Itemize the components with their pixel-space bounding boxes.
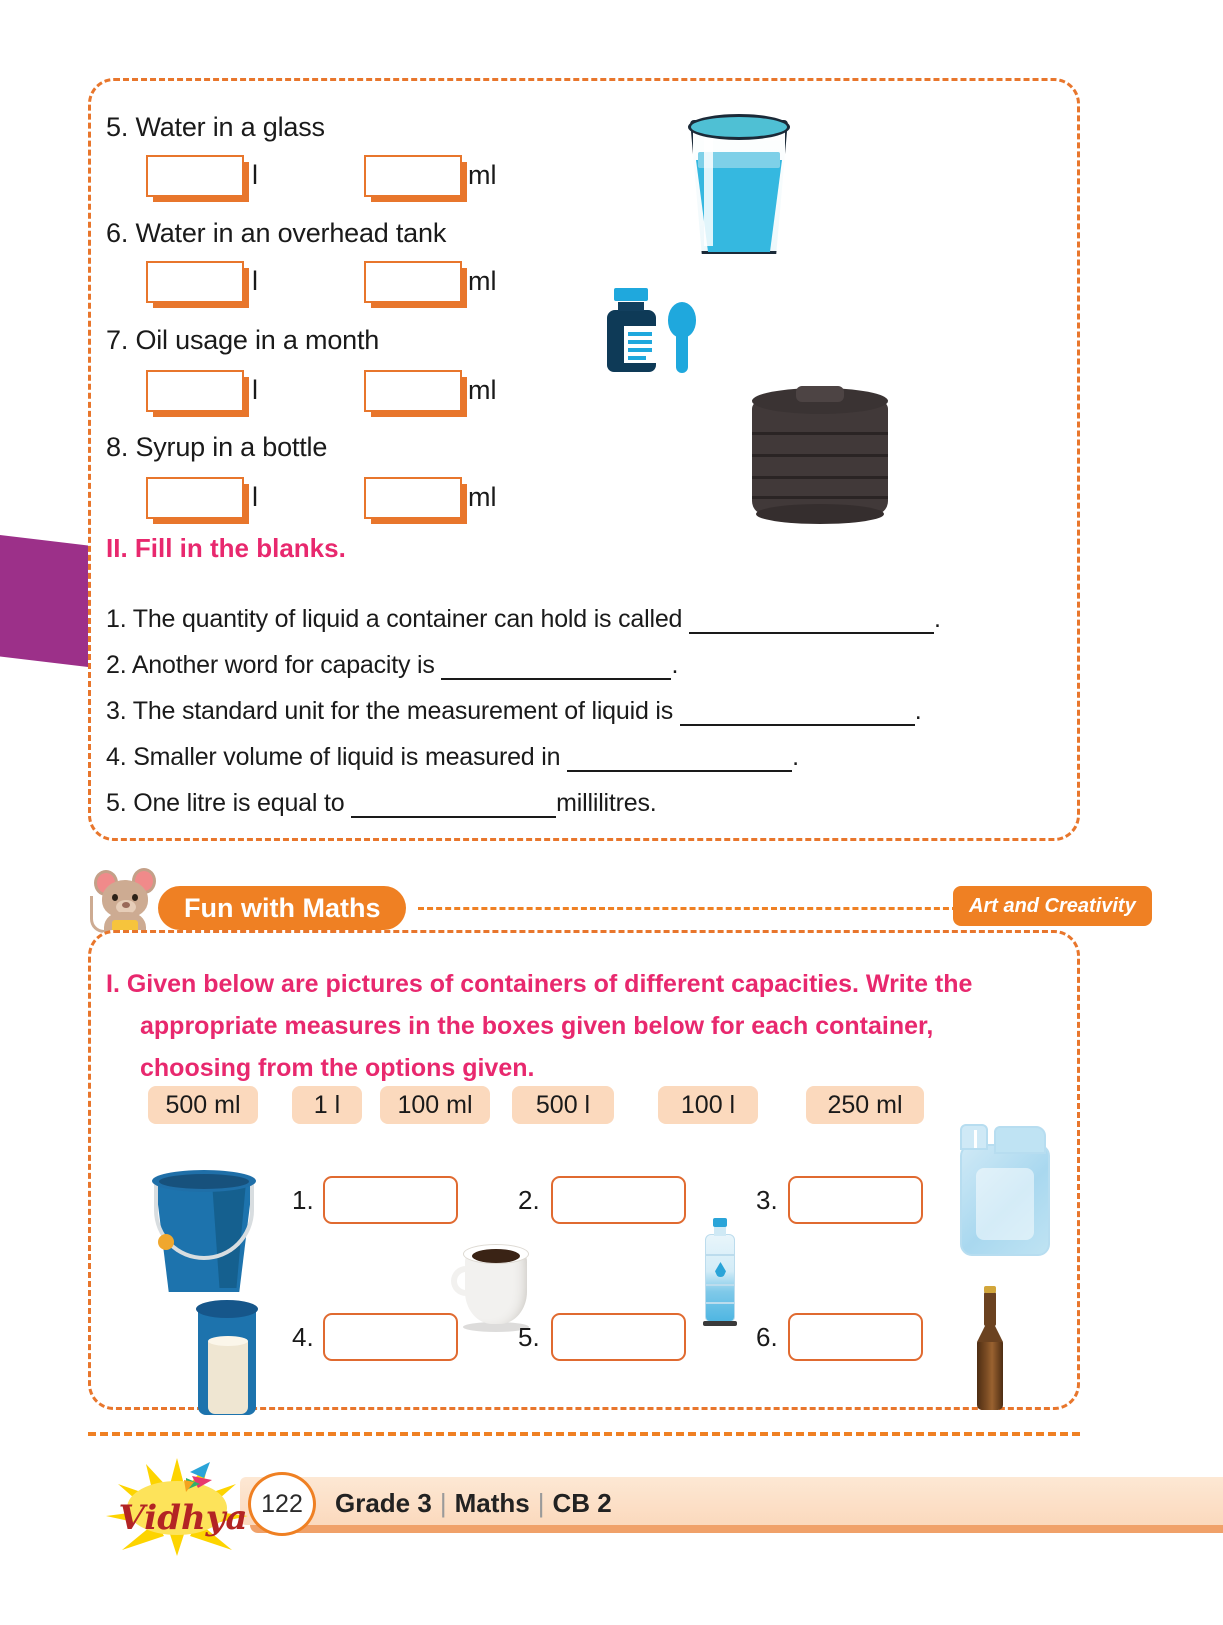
answer-number-5: 5. <box>518 1322 540 1352</box>
unit-label-5-litre: l <box>252 160 258 190</box>
answer-box-8-litre[interactable] <box>146 477 244 519</box>
logo-text: Vidhya <box>118 1498 248 1538</box>
fib-item-3-text: The standard unit for the measurement of liquid is <box>132 697 674 725</box>
fib-item-5-text: One litre is equal to <box>133 789 345 817</box>
footer-divider <box>88 1432 1080 1436</box>
fun-instruction-line-1: I. Given below are pictures of containers of different capacities. Write the <box>106 970 973 998</box>
fib-item-4-blank[interactable] <box>567 748 792 772</box>
question-7-number: 7. <box>106 325 129 355</box>
fib-item-5-number: 5. <box>106 789 127 817</box>
jerry-can-icon <box>952 1124 1056 1258</box>
option-chip-1[interactable]: 500 ml <box>148 1086 258 1124</box>
fib-item-4-number: 4. <box>106 743 127 771</box>
question-6-number: 6. <box>106 218 129 248</box>
footer-grade: Grade 3 <box>335 1488 432 1518</box>
answer-number-6: 6. <box>756 1322 778 1352</box>
fib-item-4 <box>106 743 799 772</box>
answer-box-6-millilitre[interactable] <box>364 261 462 303</box>
fun-with-maths-header <box>88 880 1136 932</box>
syrup-bottle-and-spoon-icon <box>604 288 704 373</box>
answer-box-8-millilitre[interactable] <box>364 477 462 519</box>
question-6 <box>106 218 446 249</box>
footer-meta <box>335 1488 612 1519</box>
fib-item-1-after: . <box>933 605 941 633</box>
footer-separator-1: | <box>439 1488 447 1518</box>
answer-box-4[interactable] <box>323 1313 458 1361</box>
fib-item-3-number: 3. <box>106 697 127 725</box>
fib-item-3 <box>106 697 922 726</box>
fib-item-2-blank[interactable] <box>441 656 671 680</box>
option-chip-2[interactable]: 1 l <box>292 1086 362 1124</box>
answer-number-1: 1. <box>292 1185 314 1215</box>
answer-box-3[interactable] <box>788 1176 923 1224</box>
option-chip-6[interactable]: 250 ml <box>806 1086 924 1124</box>
footer-separator-2: | <box>537 1488 545 1518</box>
vidhya-logo <box>92 1452 262 1562</box>
unit-label-6-millilitre: ml <box>468 266 497 296</box>
unit-label-8-millilitre: ml <box>468 482 497 512</box>
answer-number-2: 2. <box>518 1185 540 1215</box>
fib-item-5 <box>106 789 657 818</box>
art-and-creativity-badge: Art and Creativity <box>953 886 1152 926</box>
milk-glass-icon <box>196 1300 258 1418</box>
answer-number-3: 3. <box>756 1185 778 1215</box>
answer-box-6-litre[interactable] <box>146 261 244 303</box>
page-number-badge: 122 <box>248 1472 316 1536</box>
question-6-text: Water in an overhead tank <box>135 218 447 248</box>
fun-instruction-line-3: choosing from the options given. <box>140 1054 535 1082</box>
fib-item-2-text: Another word for capacity is <box>131 651 435 679</box>
footer-subject: Maths <box>454 1488 530 1518</box>
option-chip-3[interactable]: 100 ml <box>380 1086 490 1124</box>
header-dashed-rule <box>418 907 958 910</box>
question-5-text: Water in a glass <box>135 112 325 142</box>
question-8-number: 8. <box>106 432 129 462</box>
unit-label-5-millilitre: ml <box>468 160 497 190</box>
question-5-number: 5. <box>106 112 129 142</box>
question-8 <box>106 432 327 463</box>
answer-box-1[interactable] <box>323 1176 458 1224</box>
fib-item-5-after: millilitres. <box>556 789 657 817</box>
fib-item-3-after: . <box>914 697 922 725</box>
option-chip-5[interactable]: 100 l <box>658 1086 758 1124</box>
unit-label-7-litre: l <box>252 375 258 405</box>
answer-box-7-litre[interactable] <box>146 370 244 412</box>
fib-item-3-blank[interactable] <box>680 702 915 726</box>
fib-item-1-text: The quantity of liquid a container can hold is called <box>132 605 683 633</box>
unit-label-6-litre: l <box>252 266 258 296</box>
fib-item-5-blank[interactable] <box>351 794 556 818</box>
option-chip-4[interactable]: 500 l <box>512 1086 614 1124</box>
answer-box-5-millilitre[interactable] <box>364 155 462 197</box>
answer-box-5-litre[interactable] <box>146 155 244 197</box>
answer-box-7-millilitre[interactable] <box>364 370 462 412</box>
overhead-water-tank-icon <box>752 388 888 528</box>
footer-book: CB 2 <box>552 1488 612 1518</box>
answer-box-6[interactable] <box>788 1313 923 1361</box>
fib-item-2-after: . <box>671 651 679 679</box>
fib-item-1 <box>106 605 941 634</box>
side-tab <box>0 535 88 667</box>
blue-bucket-icon <box>152 1170 256 1298</box>
unit-label-7-millilitre: ml <box>468 375 497 405</box>
glass-of-water-icon <box>686 112 792 257</box>
answer-box-5[interactable] <box>551 1313 686 1361</box>
fun-instruction-line-2: appropriate measures in the boxes given below for each container, <box>140 1012 934 1040</box>
unit-label-8-litre: l <box>252 482 258 512</box>
beer-bottle-icon <box>973 1286 1007 1412</box>
fib-item-2-number: 2. <box>106 651 127 679</box>
fib-item-2 <box>106 651 678 680</box>
answer-number-4: 4. <box>292 1322 314 1352</box>
fun-with-maths-title: Fun with Maths <box>158 886 406 930</box>
question-7 <box>106 325 379 356</box>
question-8-text: Syrup in a bottle <box>135 432 328 462</box>
question-7-text: Oil usage in a month <box>135 325 380 355</box>
answer-box-2[interactable] <box>551 1176 686 1224</box>
fib-item-1-blank[interactable] <box>689 610 934 634</box>
coffee-cup-icon <box>455 1242 541 1330</box>
fill-in-blanks-heading: II. Fill in the blanks. <box>106 533 346 563</box>
fib-item-4-text: Smaller volume of liquid is measured in <box>133 743 561 771</box>
fib-item-4-after: . <box>792 743 799 771</box>
fib-item-1-number: 1. <box>106 605 127 633</box>
question-5 <box>106 112 325 143</box>
water-bottle-icon <box>702 1218 738 1328</box>
